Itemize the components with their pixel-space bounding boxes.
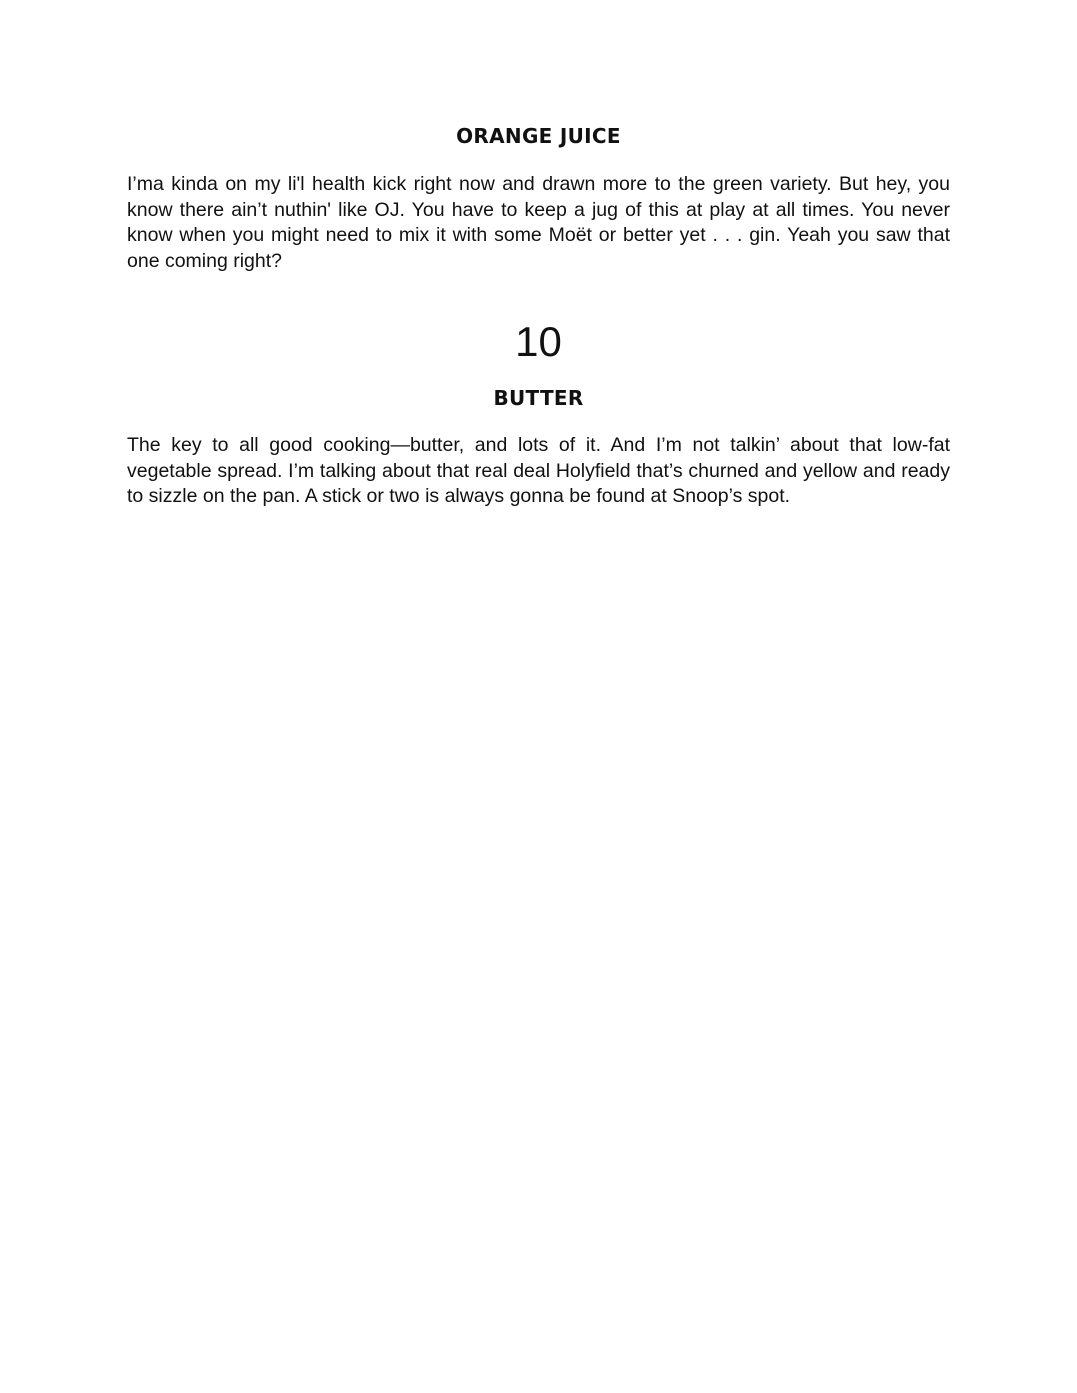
section-heading-orange-juice: ORANGE JUICE [456,124,621,148]
section-body-butter: The key to all good cooking—butter, and lots of it. And I’m not talkin’ about that low-fat vegetable spread. I’m talking about that real deal Holyfield that’s churned and yellow and ready to sizzle on the pan. A stick or two is always gonna be found at Snoop’s spot. [127,434,950,508]
section-body-orange-juice: I’ma kinda on my li'l health kick right now and drawn more to the green variety. But hey, you know there ain’t nuthin' like OJ. You have to keep a jug of this at play at all times. You never know when you might need to mix it with some Moët or better yet . . . gin. Yeah you saw that one coming right? [127,173,950,272]
item-number: 10 [515,318,562,365]
section-heading-butter: BUTTER [493,386,584,410]
